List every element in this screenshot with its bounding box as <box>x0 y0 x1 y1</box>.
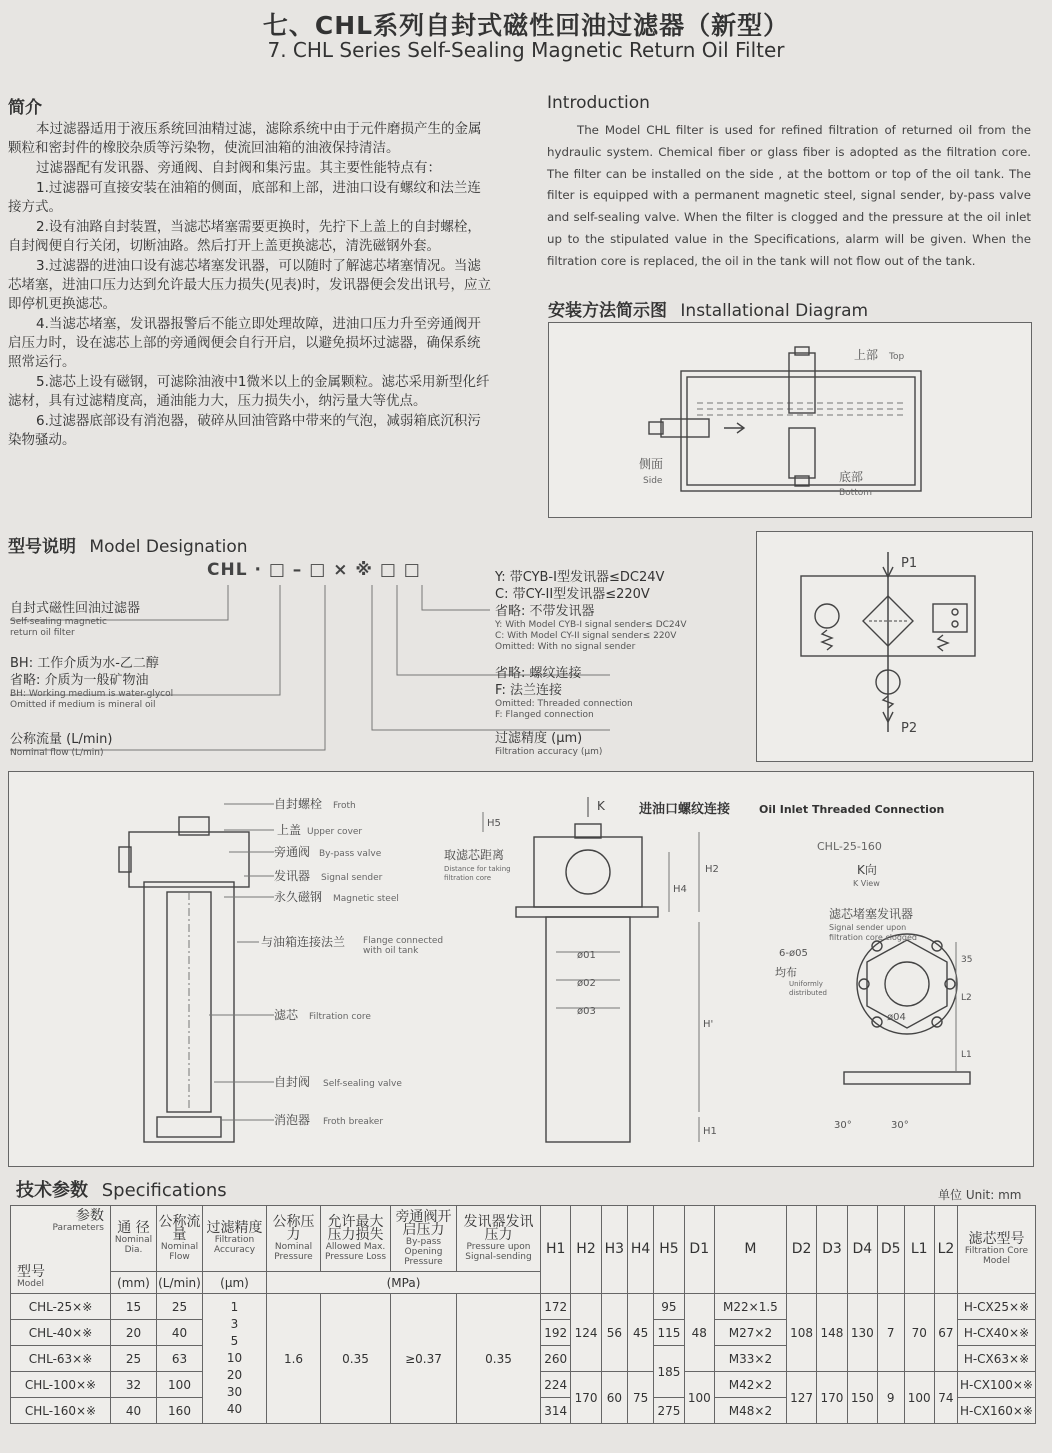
clog-sender-en: filtration core clogged <box>829 933 917 942</box>
label-froth-en: Froth <box>333 801 356 811</box>
dim-d2-label: ø02 <box>577 978 596 989</box>
label-breaker-en: Froth breaker <box>323 1117 384 1127</box>
top-filter-cap <box>795 347 809 355</box>
dim-l1-label: L1 <box>961 1050 972 1060</box>
label-magnet-en: Magnetic steel <box>333 894 399 904</box>
medium-bh-cn: BH: 工作介质为水-乙二醇 <box>10 656 159 671</box>
cell-np: 1.6 <box>267 1294 321 1424</box>
cell-model: CHL-40×※ <box>11 1320 111 1346</box>
param-header <box>11 1206 111 1294</box>
label-sender-en: Signal sender <box>321 873 383 883</box>
cell-core: H-CX63×※ <box>958 1346 1036 1372</box>
cell-core: H-CX25×※ <box>958 1294 1036 1320</box>
clog-sender-en: Signal sender upon <box>829 923 907 932</box>
gauge-window <box>566 850 610 894</box>
intro-en-text: The Model CHL filter is used for refined filtration of returned oil from the hydraulic system. Chemical fiber or glass fiber is adopted as the filtration core. The filter can be installed on the side , at the bottom or top of the oil tank. The filter is equipped with a permanent magnetic steel, signal sender, by-pass valve and self-sealing valve. When the filter is clogged and the pressure at the oil inlet up to the stipulated value in the Specifications, alarm will be given. When the filtration core is replaced, the oil in the tank will not flow out of the tank. <box>547 123 1031 268</box>
acc-en: Filtration Accuracy <box>213 1235 256 1255</box>
label-cover-cn: 上盖 <box>277 823 302 837</box>
model-heading-en: Model Designation <box>89 537 248 557</box>
flow-en: Nominal flow (L/min) <box>10 748 104 758</box>
intro-para: 4.当滤芯堵塞，发讯器报警后不能立即处理故障，进油口压力升至旁通阀开启压力时，设在滤芯上部的旁通阀便会自行开启，以避免损坏过滤器，确保系统照常运行。 <box>8 316 481 370</box>
flow-cn: 公称流量 <box>158 1213 201 1243</box>
bottom-filter <box>789 428 815 478</box>
bottom-label-en: Bottom <box>839 488 873 498</box>
bottom-label-cn: 底部 <box>839 470 864 484</box>
cell-flow: 160 <box>157 1398 203 1424</box>
cell-l2: 74 <box>934 1372 957 1424</box>
side-label-en: Side <box>643 476 663 486</box>
angle-right: 30° <box>891 1120 909 1131</box>
flow-unit: (L/min) <box>157 1272 203 1294</box>
dim-h1-label: H1 <box>703 1126 717 1137</box>
intro-heading-en: Introduction <box>547 93 650 113</box>
sender-omit-en: Omitted: With no signal sender <box>495 642 636 652</box>
label-distance-cn: 取滤芯距离 <box>444 848 505 862</box>
dim-h5-label: H5 <box>487 818 501 829</box>
cell-d3: 170 <box>817 1372 847 1424</box>
intro-para: 1.过滤器可直接安装在油箱的侧面，底部和上部，进油口设有螺纹和法兰连接方式。 <box>8 180 481 215</box>
conn-thread-cn: 省略: 螺纹连接 <box>495 666 582 681</box>
cell-flow: 100 <box>157 1372 203 1398</box>
label-magnet-cn: 永久磁钢 <box>274 890 323 904</box>
dia-unit: (mm) <box>111 1272 157 1294</box>
flow-cn: 公称流量 (L/min) <box>10 732 113 747</box>
cell-ss: 0.35 <box>457 1294 541 1424</box>
dia-en: Nominal Dia. <box>114 1235 153 1255</box>
core-en: Filtration Core Model <box>964 1246 1029 1266</box>
cell-d3: 148 <box>817 1294 847 1372</box>
tank-inner <box>687 377 915 485</box>
k-view-base <box>844 1072 970 1084</box>
ss-en: Pressure upon Signal-sending <box>465 1241 532 1262</box>
model-type-en: Self-sealing magnetic <box>10 617 107 627</box>
model-heading <box>8 532 248 557</box>
model-code: CHL · □ – □ × ※ □ □ <box>207 560 421 580</box>
cell-dia: 20 <box>111 1320 157 1346</box>
dim-h2-label: H2 <box>705 864 719 875</box>
intro-para: 3.过滤器的进油口设有滤芯堵塞发讯器，可以随时了解滤芯堵塞情况。当滤芯堵塞，进油口压力达到允许最大压力损失(见表)时，发讯器便会发出讯号，应立即停机更换滤芯。 <box>8 258 492 312</box>
specs-heading-cn: 技术参数 <box>16 1180 88 1201</box>
loss-header <box>321 1206 391 1272</box>
label-flange-cn: 与油箱连接法兰 <box>261 935 346 949</box>
dim-l2-label: L2 <box>961 993 972 1003</box>
cell-model: CHL-63×※ <box>11 1346 111 1372</box>
cell-h5: 185 <box>654 1346 684 1398</box>
label-selfseal-cn: 自封阀 <box>274 1075 311 1089</box>
label-cover-en: Upper cover <box>307 827 363 837</box>
col-h3: H3 <box>601 1206 627 1294</box>
dim-h4-label: H4 <box>673 884 687 895</box>
page-title: 七、CHL系列自封式磁性回油过滤器（新型） <box>262 11 790 40</box>
model-en: Model <box>17 1279 45 1289</box>
intro-para: 过滤器配有发讯器、旁通阀、自封阀和集污盅。其主要性能特点有： <box>36 160 441 176</box>
cell-accuracy: 1 3 5 10 20 30 40 <box>203 1294 267 1424</box>
conn-thread-en: Omitted: Threaded connection <box>495 699 633 709</box>
cell-m: M27×2 <box>714 1320 786 1346</box>
col-h4: H4 <box>627 1206 653 1294</box>
uniform-en: distributed <box>789 989 827 997</box>
np-en: Nominal Pressure <box>274 1241 313 1262</box>
cell-h2: 170 <box>571 1372 601 1424</box>
intro-cn-text <box>8 120 493 451</box>
mount-flange <box>516 907 658 917</box>
port-p1: P1 <box>901 556 918 571</box>
col-d3: D3 <box>817 1206 847 1294</box>
cell-d4: 150 <box>847 1372 877 1424</box>
cell-model: CHL-100×※ <box>11 1372 111 1398</box>
cell-h4: 45 <box>627 1294 653 1372</box>
specs-unit: 单位 Unit: mm <box>938 1188 1022 1202</box>
dim-d1-label: ø01 <box>577 950 596 961</box>
dia-cn: 通 径 <box>117 1220 150 1236</box>
cell-m: M22×1.5 <box>714 1294 786 1320</box>
col-h1: H1 <box>541 1206 571 1294</box>
k-view-body <box>857 934 957 1034</box>
uniform-cn: 均布 <box>775 966 797 979</box>
np-header <box>267 1206 321 1272</box>
cell-d5: 9 <box>877 1372 904 1424</box>
model-item-accuracy <box>495 730 602 758</box>
tank-outline <box>681 371 921 491</box>
signal-spring <box>938 635 948 651</box>
label-distance-en: filtration core <box>444 874 492 882</box>
intro-heading-cn: 简介 <box>8 98 42 118</box>
model-item-sender <box>495 569 687 653</box>
label-core-cn: 滤芯 <box>274 1008 299 1022</box>
col-d4: D4 <box>847 1206 877 1294</box>
install-diagram-svg <box>549 323 1033 519</box>
label-sender-cn: 发讯器 <box>274 869 311 883</box>
intro-para: 2.设有油路自封装置，当滤芯堵塞需要更换时，先拧下上盖上的自封螺栓，自封阀便自行关闭，切断油路。然后打开上盖更换滤芯，清洗磁钢外套。 <box>8 219 481 254</box>
label-core-en: Filtration core <box>309 1012 371 1022</box>
conn-flange-en: F: Flanged connection <box>495 710 594 720</box>
drawing-svg <box>9 772 1035 1168</box>
cell-dia: 15 <box>111 1294 157 1320</box>
sender-c-en: C: With Model CY-II signal sender≤ 220V <box>495 631 677 641</box>
cell-flow: 63 <box>157 1346 203 1372</box>
sender-y-en: Y: With Model CYB-I signal sender≤ DC24V <box>495 620 687 630</box>
install-diagram <box>548 322 1032 518</box>
dim-35-label: 35 <box>961 955 973 965</box>
cell-h4: 75 <box>627 1372 653 1424</box>
accuracy-cn: 过滤精度 (μm) <box>495 731 583 746</box>
k-view-cn: K向 <box>857 863 877 877</box>
froth-breaker <box>157 1117 221 1137</box>
k-view-core <box>885 962 929 1006</box>
acc-unit: (μm) <box>203 1272 267 1294</box>
hydraulic-symbol <box>756 531 1033 762</box>
ss-cn: 发讯器发讯压力 <box>463 1213 534 1243</box>
cell-h5: 115 <box>654 1320 684 1346</box>
col-h2: H2 <box>571 1206 601 1294</box>
cell-h5: 95 <box>654 1294 684 1320</box>
model-type-en: return oil filter <box>10 628 75 638</box>
leader-line <box>422 585 490 610</box>
cell-m: M48×2 <box>714 1398 786 1424</box>
param-cn: 参数 <box>76 1208 104 1224</box>
cell-dia: 32 <box>111 1372 157 1398</box>
specs-heading-en: Specifications <box>101 1180 227 1201</box>
col-h5: H5 <box>654 1206 684 1294</box>
clog-sender-cn: 滤芯堵塞发讯器 <box>829 907 914 921</box>
cell-h2: 124 <box>571 1294 601 1372</box>
k-view-model: CHL-25-160 <box>817 840 882 853</box>
cell-h3: 60 <box>601 1372 627 1424</box>
table-row <box>11 1294 1036 1320</box>
col-d5: D5 <box>877 1206 904 1294</box>
cell-dia: 40 <box>111 1398 157 1424</box>
label-flange-en: with oil tank <box>363 946 419 956</box>
sender-omit-cn: 省略: 不带发讯器 <box>495 604 595 619</box>
cell-h1: 192 <box>541 1320 571 1346</box>
angle-left: 30° <box>834 1120 852 1131</box>
medium-omit-cn: 省略: 介质为一般矿物油 <box>10 673 149 688</box>
acc-header <box>203 1206 267 1272</box>
core-header <box>958 1206 1036 1294</box>
col-l1: L1 <box>904 1206 934 1294</box>
uniform-en: Uniformly <box>789 980 823 988</box>
model-type-cn: 自封式磁性回油过滤器 <box>10 601 141 616</box>
signal-contact <box>952 609 958 615</box>
dim-hprime-label: H' <box>703 1019 714 1030</box>
label-bypass-en: By-pass valve <box>319 849 382 859</box>
cell-m: M42×2 <box>714 1372 786 1398</box>
cell-dia: 25 <box>111 1346 157 1372</box>
bypass-check-valve <box>815 604 839 628</box>
cell-l1: 100 <box>904 1372 934 1424</box>
label-k: K <box>597 799 605 813</box>
specs-table <box>10 1205 1036 1424</box>
cell-bp: ≥0.37 <box>391 1294 457 1424</box>
model-item-flow <box>10 731 112 759</box>
install-heading-cn: 安装方法简示图 <box>548 301 667 321</box>
bp-en: By-pass Opening Pressure <box>404 1236 443 1267</box>
model-heading-cn: 型号说明 <box>8 537 76 557</box>
side-filter <box>661 419 709 437</box>
label-froth-cn: 自封螺栓 <box>274 797 323 811</box>
bp-header <box>391 1206 457 1272</box>
cell-d5: 7 <box>877 1294 904 1372</box>
port-p2: P2 <box>901 721 918 736</box>
model-item-type <box>10 600 140 639</box>
dia-header <box>111 1206 157 1272</box>
filter-head-section <box>129 832 249 887</box>
cell-m: M33×2 <box>714 1346 786 1372</box>
intro-para: 6.过滤器底部设有消泡器，破碎从回油管路中带来的气泡，减弱箱底沉积污染物骚动。 <box>8 413 481 448</box>
mpa-unit: (MPa) <box>267 1272 541 1294</box>
dim-d4-label: ø04 <box>887 1012 906 1023</box>
col-l2: L2 <box>934 1206 957 1294</box>
cell-core: H-CX160×※ <box>958 1398 1036 1424</box>
model-cn: 型号 <box>17 1264 45 1280</box>
loss-cn: 允许最大压力损失 <box>327 1213 384 1243</box>
cell-d2: 127 <box>786 1372 816 1424</box>
page-subtitle: 7. CHL Series Self-Sealing Magnetic Return Oil Filter <box>267 38 785 62</box>
cell-d2: 108 <box>786 1294 816 1372</box>
cell-l2: 67 <box>934 1294 957 1372</box>
cell-h1: 224 <box>541 1372 571 1398</box>
flow-arrow <box>724 423 744 433</box>
cell-d1: 100 <box>684 1372 714 1424</box>
label-flange-en: Flange connected <box>363 936 444 946</box>
bp-cn: 旁通阀开启压力 <box>395 1208 452 1238</box>
label-selfseal-en: Self-sealing valve <box>323 1079 402 1089</box>
cell-core: H-CX100×※ <box>958 1372 1036 1398</box>
inlet-heading-cn: 进油口螺纹连接 <box>639 802 731 817</box>
cell-h3: 56 <box>601 1294 627 1372</box>
cell-model: CHL-160×※ <box>11 1398 111 1424</box>
col-d1: D1 <box>684 1206 714 1294</box>
cell-d1: 48 <box>684 1294 714 1372</box>
top-label-cn: 上部 <box>854 348 879 362</box>
top-bolt <box>575 824 601 838</box>
param-en: Parameters <box>52 1223 104 1233</box>
acc-cn: 过滤精度 <box>206 1220 263 1236</box>
cell-core: H-CX40×※ <box>958 1320 1036 1346</box>
cell-h5: 275 <box>654 1398 684 1424</box>
install-heading-en: Installational Diagram <box>680 301 869 321</box>
cell-flow: 40 <box>157 1320 203 1346</box>
holes-label: 6-ø05 <box>779 948 808 959</box>
sender-y-cn: Y: 带CYB-I型发讯器≤DC24V <box>495 570 665 585</box>
col-d2: D2 <box>786 1206 816 1294</box>
cell-h1: 314 <box>541 1398 571 1424</box>
inlet-heading-en: Oil Inlet Threaded Connection <box>759 803 945 816</box>
conn-flange-cn: F: 法兰连接 <box>495 683 562 698</box>
k-view-flange <box>867 940 947 1028</box>
cell-model: CHL-25×※ <box>11 1294 111 1320</box>
top-filter <box>789 353 815 413</box>
loss-en: Allowed Max. Pressure Loss <box>324 1241 387 1262</box>
flow-en: Nominal Flow <box>160 1241 199 1262</box>
accuracy-en: Filtration accuracy (μm) <box>495 747 603 757</box>
sender-c-cn: C: 带CY-II型发讯器≤220V <box>495 587 650 602</box>
side-label-cn: 侧面 <box>639 457 664 471</box>
intro-para: 5.滤芯上设有磁钢，可滤除油液中1微米以上的金属颗粒。滤芯采用新型化纤滤材，具有过滤精度高，通油能力大，压力损失小，纳污量大等优点。 <box>8 374 490 409</box>
cell-flow: 25 <box>157 1294 203 1320</box>
np-cn: 公称压力 <box>272 1213 315 1243</box>
top-label-en: Top <box>889 352 905 362</box>
ss-header <box>457 1206 541 1272</box>
flow-header <box>157 1206 203 1272</box>
dim-d3-label: ø03 <box>577 1006 596 1017</box>
dimension-drawing <box>8 771 1034 1167</box>
filter-head-front <box>534 837 642 907</box>
medium-bh-en: BH: Working medium is water-glycol <box>10 689 174 699</box>
cell-h1: 260 <box>541 1346 571 1372</box>
install-heading <box>548 296 868 321</box>
cell-l1: 70 <box>904 1294 934 1372</box>
col-m: M <box>714 1206 786 1294</box>
intro-para: 本过滤器适用于液压系统回油精过滤，滤除系统中由于元件磨损产生的金属颗粒和密封件的橡胶杂质等污染物，使流回油箱的油液保持清洁。 <box>8 121 482 156</box>
signal-contact <box>952 621 958 627</box>
medium-omit-en: Omitted if medium is mineral oil <box>10 700 156 710</box>
model-item-connection <box>495 665 633 721</box>
label-breaker-cn: 消泡器 <box>274 1113 311 1127</box>
cell-d4: 130 <box>847 1294 877 1372</box>
model-item-medium <box>10 655 173 711</box>
cell-h1: 172 <box>541 1294 571 1320</box>
label-bypass-cn: 旁通阀 <box>274 845 311 859</box>
core-cn: 滤芯型号 <box>968 1231 1025 1247</box>
cell-loss: 0.35 <box>321 1294 391 1424</box>
hydraulic-symbol-svg <box>757 532 1034 763</box>
specs-heading <box>16 1176 227 1202</box>
label-distance-en: Distance for taking <box>444 865 511 873</box>
bypass-spring <box>822 630 832 650</box>
signal-sender-symbol <box>933 604 967 632</box>
k-view-en: K View <box>853 879 880 888</box>
